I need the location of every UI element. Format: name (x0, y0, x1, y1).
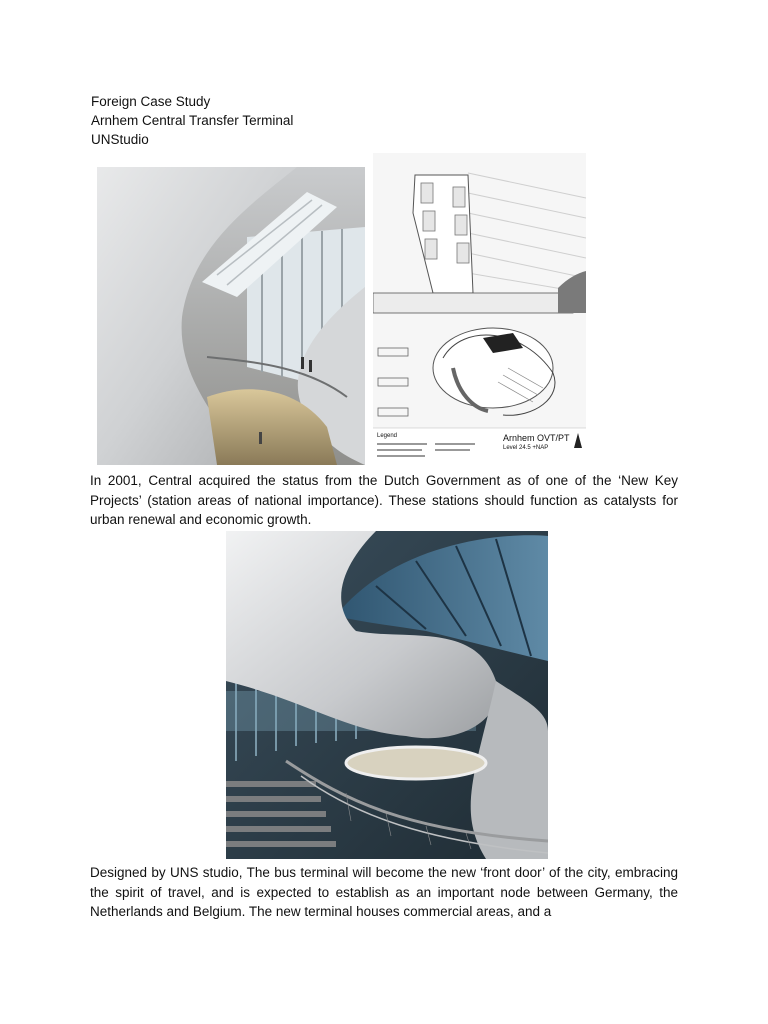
case-study-label: Foreign Case Study (91, 94, 211, 109)
project-title: Arnhem Central Transfer Terminal (91, 113, 294, 128)
architect-name: UNStudio (91, 132, 149, 147)
terminal-interior-photo-2 (226, 531, 548, 859)
intro-paragraph: In 2001, Central acquired the status from the Dutch Government as of one of the ‘New Key Projects’ (station areas of national importance). These stations should function as catalysts for urban renewal and economic growth. (90, 473, 678, 527)
terminal-interior-photo-1 (97, 167, 365, 465)
floor-plan-drawing (373, 153, 586, 465)
plan-caption: Arnhem OVT/PT (503, 433, 570, 443)
plan-level-label: Level 24.5 +NAP (503, 445, 549, 451)
design-paragraph: Designed by UNS studio, The bus terminal will become the new ‘front door’ of the city, embracing the spirit of travel, and is expected to establish as an important node between Germany, the Netherlands and Belgium. The new terminal houses commercial areas, and a (90, 865, 678, 919)
plan-legend-title: Legend (377, 433, 398, 439)
